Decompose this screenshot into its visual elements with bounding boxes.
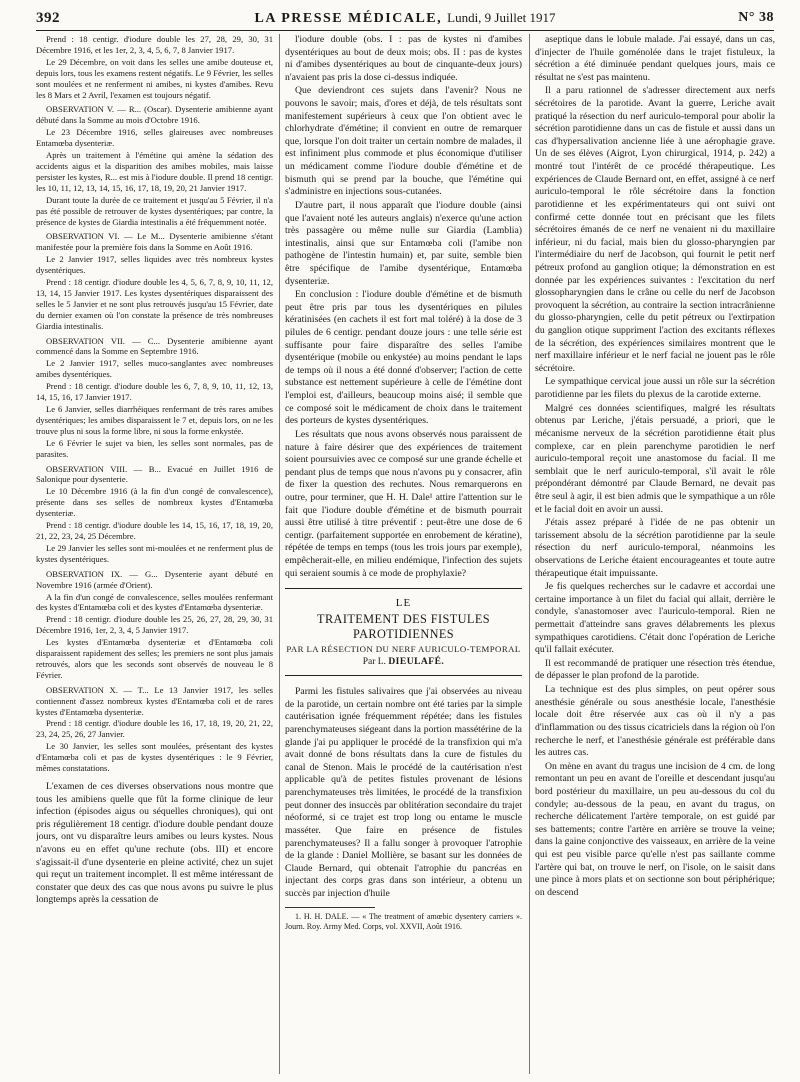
article-title: TRAITEMENT DES FISTULES PAROTIDIENNES xyxy=(317,612,490,642)
article-author xyxy=(285,657,522,667)
observation-heading: OBSERVATION X. — T... Le 13 Janvier 1917, les selles contiennent d'assez nombreux kystes d'Entamœba coli et de rares kystes d'Entamœba dysenteriæ. xyxy=(36,684,273,717)
body-paragraph: Les résultats que nous avons observés nous paraissent de nature à faire désirer que des expériences de traitement soient poursuivies avec ce composé sur une grande échelle et pendant plus de temps que nous n'avons pu y consacrer, afin de fixer la question des rechutes. Nous remarquerons en outre, pour terminer, que H. H. Dale¹ attire l'attention sur le fait que l'iodure double d'émétine et de bismuth pourrait aussi être utilisé à titre préventif : peut-être une dose de 6 centigr. (parfaitement supportée en enrobement de kératine), répétée de temps en temps (tous les trois jours par exemple), empêcherait-elle, en milieu endémique, l'infection des sujets qui seraient soumis à ce mode de prophylaxie? xyxy=(285,428,522,579)
column-rule xyxy=(529,34,530,1074)
observation-paragraph: A la fin d'un congé de convalescence, selles moulées renfermant des kystes d'Entamœba coli et des kystes d'Entamœba dysenteriæ. xyxy=(36,591,273,613)
observation-paragraph: Le 2 Janvier 1917, selles liquides avec très nombreux kystes dysentériques. xyxy=(36,254,273,276)
article-paragraph: Il est recommandé de pratiquer une résection très étendue, de dépasser le plan profond de la parotide. xyxy=(535,657,775,682)
observation-paragraph: Prend : 18 centigr. d'iodure double les 16, 17, 18, 19, 20, 21, 22, 23, 24, 25, 26, 27 Janvier. xyxy=(36,718,273,740)
observation-paragraph: Le 29 Janvier les selles sont mi-moulées et ne renferment plus de kystes dysentériques. xyxy=(36,542,273,564)
observation-heading: OBSERVATION V. — R... (Oscar). Dysenterie amibienne ayant débuté dans la Somme au mois d'Octobre 1916. xyxy=(36,104,273,126)
body-paragraph: Que deviendront ces sujets dans l'avenir? Nous ne pouvons le savoir; mais, d'ores et déjà, de tels résultats sont manifestement supérieurs à ceux que l'on obtient avec le chlorhydrate d'émétine; il convient en outre de remarquer que, lorsque l'on doit traiter un certain nombre de malades, il est infiniment plus commode et plus économique d'utiliser un médicament comme l'iodure double d'émétine et de bismuth qui se prend par la bouche, que l'émétine qui s'administre en injections sous-cutanées. xyxy=(285,85,522,198)
observation-paragraph: Durant toute la durée de ce traitement et jusqu'au 5 Février, il n'a pas été possible de retrouver de kystes dysentériques; par contre, la présence de kystes de Giardia intestinalis a été fréquemment notée. xyxy=(36,194,273,227)
column-rule xyxy=(279,34,280,1074)
body-paragraph: l'iodure double (obs. I : pas de kystes ni d'amibes dysentériques au bout de deux mois; obs. II : pas de kystes ni d'amibes dysentériques au bout de cinquante-deux jours) n'avaient pas pris la dose ci-dessus indiquée. xyxy=(285,34,522,83)
body-paragraph: D'autre part, il nous apparaît que l'iodure double (ainsi que l'avaient noté les auteurs anglais) n'exerce qu'une action très passagère ou même nulle sur Giardia (Lamblia) intestinalis, ainsi que sur Entamœba coli (l'amibe non pathogène de l'intestin humain) et, par suite, semble bien être spécifique de l'amibe dysentérique, Entamœba dysenteriæ. xyxy=(285,199,522,287)
body-paragraph: L'examen de ces diverses observations nous montre que tous les amibiens quelle que fût la forme clinique de leur infection (épisodes aigus ou séquelles chroniques), qui ont pris régulièrement 18 centigr. d'iodure double pendant douze jours, ont vu disparaître leurs amibes ou leurs kystes. Nous n'avons eu en effet qu'une rechute (obs. III) et encore s'agissait-il d'une dysenterie en pleine activité, chez un sujet qui reçut un traitement incomplet. Il est même intéressant de constater que deux des cas que nous avons pu suivre le plus longtemps après la cessation de xyxy=(36,781,273,906)
observation-paragraph: Après un traitement à l'émétine qui amène la sédation des accidents aigus et la disparition des amibes mobiles, mais laisse persister les kystes, R... est mis à l'iodure double. Il prend 18 centigr. les 10, 11, 12, 13, 14, 15, 16, 17, 18, 19, 20, 21 Janvier 1917. xyxy=(36,150,273,193)
article-paragraph: Le sympathique cervical joue aussi un rôle sur la sécrétion parotidienne par les filets du plexus de la carotide externe. xyxy=(535,376,775,401)
column-2 xyxy=(285,34,522,1074)
column-3 xyxy=(535,34,775,1074)
footnote: 1. H. H. DALE. — « The treatment of amœbic dysentery carriers ». Journ. Roy. Army Med. Corps, vol. XXVII, Août 1916. xyxy=(285,911,522,931)
article-kicker: LE xyxy=(395,597,412,610)
conclusion-text xyxy=(285,34,522,580)
page-number: 392 xyxy=(36,10,60,26)
issue-number: N° 38 xyxy=(738,10,774,25)
discussion-text xyxy=(36,781,273,907)
observations-list xyxy=(36,34,273,774)
observation-paragraph: Le 6 Janvier, selles diarrhéiques renfermant de très rares amibes dysentériques; les amibes disparaissent le 7 et, depuis lors, on ne les trouve plus ni sous la forme libre, ni sous la forme enkystée. xyxy=(36,404,273,436)
observation-paragraph: Prend : 18 centigr. d'iodure double les 14, 15, 16, 17, 18, 19, 20, 21, 22, 23, 24, 25 Décembre. xyxy=(36,520,273,541)
column-1 xyxy=(36,34,273,1074)
observation-heading: OBSERVATION IX. — G... Dysenterie ayant débuté en Novembre 1916 (armée d'Orient). xyxy=(36,568,273,590)
article-body-continued xyxy=(535,34,775,899)
footnote-rule xyxy=(285,907,375,908)
observation-paragraph: Le 6 Février le sujet va bien, les selles sont normales, pas de parasites. xyxy=(36,437,273,459)
observation-paragraph: Le 23 Décembre 1916, selles glaireuses avec nombreuses Entamœba dysenteriæ. xyxy=(36,127,273,149)
issue-date: Lundi, 9 Juillet 1917 xyxy=(447,10,556,25)
observation-paragraph: Prend : 18 centigr. d'iodure double les 27, 28, 29, 30, 31 Décembre 1916, et les 1er, 2, 3, 4, 5, 6, 7, 8 Janvier 1917. xyxy=(36,34,273,55)
observation-heading: OBSERVATION VII. — C... Dysenterie amibienne ayant commencé dans la Somme en Septembre 1916. xyxy=(36,335,273,357)
article-heading xyxy=(285,588,522,676)
author-prefix: Par L. xyxy=(362,657,386,668)
observation-paragraph: Les kystes d'Entamœba dysenteriæ et d'Entamœba coli disparaissent rapidement des selles; les premiers ne sont plus jamais retrouvés, alors que les seconds sont observés de nouveau le 8 Février. xyxy=(36,637,273,680)
journal-name: LA PRESSE MÉDICALE, xyxy=(254,11,443,26)
journal-title xyxy=(36,10,774,27)
article-paragraph: Il a paru rationnel de s'adresser directement aux nerfs sécrétoires de la parotide. Avant la guerre, Leriche avait pratiqué la résection du nerf auriculo-temporal pour abolir la sécrétion parotidienne dans un cas de fistule et aussi dans un cas d'hypersalivation ancienne liée à une aérophagie grave. Un de ses élèves (Aigrot, Lyon chirurgical, 1914, p. 242) a montré tout l'intérêt de ce procédé thérapeutique. Les expériences de Claude Bernard ont, en effet, assigné à ce nerf auriculo-temporal le rôle sécrétoire dans la fonction parotidienne et les expérimentateurs qui ont suivi ont confirmé cette donnée tout en précisant que les filets sécrétoires émanés de ce nerf ne venaient ni du maxillaire inférieur, ni du facial, mais bien du glosso-pharyngien par l'intermédiaire du nerf de Jacobson, qui fournit le petit nerf pétreux profond au ganglion otique; la démonstration en est donnée par les expériences suivantes : l'excitation du nerf glossopharyngien dans le crâne ou celle du nerf de Jacobson provoquent la sécrétion, au contraire la section intracrânienne du glosso-pharyngien, celle du petit pétreux ou l'extirpation du ganglion otique suppriment l'action des excitants réflexes de la sécrétion, des expériences similaires montrent que le nerf maxillaire inférieur et le nerf facial ne jouent pas le rôle sécrétoire. xyxy=(535,85,775,374)
article-subtitle: PAR LA RÉSECTION DU NERF AURICULO-TEMPORAL xyxy=(286,644,521,655)
article-paragraph: Malgré ces données scientifiques, malgré les résultats obtenus par Leriche, j'étais persuadé, a priori, que le mécanisme nerveux de la sécrétion parotidienne était plus complexe, car en plein parenchyme parotidien le nerf auriculo-temporal reçoit une anastomose du facial. Il me semblait que le nerf auriculo-temporal, s'il avait le rôle prépondérant démontré par Claude Bernard, ne devait pas être seul à agir, il est bien admis que le sympathique a un rôle et le facial doit en avoir un aussi. xyxy=(535,402,775,515)
article-paragraph: La technique est des plus simples, on peut opérer sous anesthésie générale ou sous anesthésie locale, l'anesthésie locale doit être réservée aux cas où il n'y a pas d'inflammation ou des tissus cicatriciels dans la région où l'on recherche le nerf, et l'anesthésie générale est préférable dans les autres cas. xyxy=(535,684,775,759)
observation-paragraph: Le 10 Décembre 1916 (à la fin d'un congé de convalescence), présente dans ses selles de nombreux kystes d'Entamœba dysenteriæ. xyxy=(36,486,273,519)
article-paragraph: J'étais assez préparé à l'idée de ne pas obtenir un tarissement absolu de la sécrétion parotidienne par la seule résection du nerf auriculo-temporal, néanmoins les observations de Leriche étaient encourageantes et toute autre thérapeutique était impuissante. xyxy=(535,517,775,579)
observation-paragraph: Prend : 18 centigr. d'iodure double les 6, 7, 8, 9, 10, 11, 12, 13, 14, 15, 16, 17 Janvier 1917. xyxy=(36,381,273,403)
observation-paragraph: Le 29 Décembre, on voit dans les selles une amibe douteuse et, depuis lors, tous les examens restent négatifs. Le 9 Février, les selles sont moulées et ne renferment ni amibes, ni kystes d'amibes. Revu les 8 Mars et 2 Avril, l'examen est toujours négatif. xyxy=(36,56,273,100)
article-paragraph: aseptique dans le lobule malade. J'ai essayé, dans un cas, d'injecter de l'huile goménolée dans le trajet fistuleux, la sécrétion a été diminuée pendant quelques jours, mais ce résultat ne s'est pas maintenu. xyxy=(535,34,775,83)
article-body xyxy=(285,686,522,900)
observation-paragraph: Le 30 Janvier, les selles sont moulées, présentant des kystes d'Entamœba coli et pas de kystes dysentériques : le 9 Février, mêmes constatations. xyxy=(36,741,273,774)
observation-heading: OBSERVATION VI. — Le M... Dysenterie amibienne s'étant manifestée pour la première fois dans la Somme en Août 1916. xyxy=(36,231,273,253)
article-paragraph: Parmi les fistules salivaires que j'ai observées au niveau de la parotide, un certain nombre ont été taries par la simple cautérisation ignée fréquemment répétée; dans les fistules parenchymateuses siégeant dans la portion massétérine de la glande j'ai pu appliquer le procédé de la transfixion qui m'a avait donné de bons résultats dans la cure de fistules du canal de Stenon. Mais le procédé de la cautérisation n'est applicable qu'à de petites fistules provenant de lésions parenchymateuses très limitées, le procédé de la transfixion peut donner des insuccès par oblitération secondaire du trajet néoformé, si ce trajet est trop long ou entame le muscle masséter. Que faire en présence de fistules parenchymateuses? Il a fallu songer à provoquer l'atrophie de la glande : Daniel Mollière, se basant sur les données de Claude Bernard, qui obtenait l'atrophie du pancréas en injectant des corps gras dans son intérieur, a obtenu un succès par injection d'huile xyxy=(285,686,522,899)
author-name: DIEULAFÉ. xyxy=(388,657,445,668)
body-paragraph: En conclusion : l'iodure double d'émétine et de bismuth peut être pris par tous les dysentériques en pilules kératinisées (en cachets il est fort mal toléré) à la dose de 3 pilules de 6 centigr. pendant douze jours : une telle série est suffisante pour faire disparaître des selles l'amibe dysentérique (mobile ou enkystée) au moins pendant le laps de temps où il nous a été donné d'observer; l'action de cette substance est nettement supérieure à celle de l'émétine dont l'emploi est, d'ailleurs, beaucoup moins aisé; il semble que ce composé soit le médicament de choix dans le traitement des porteurs de kystes dysentériques. xyxy=(285,289,522,427)
article-paragraph: Je fis quelques recherches sur le cadavre et accordai une certaine importance à un filet du facial qui allait, derrière le condyle, s'anastomoser avec l'auriculo-temporal. Rien ne permettait d'atteindre sans graves délabrements les plexus sympathiques carotidiens. C'était donc l'opération de Leriche qu'il fallait exécuter. xyxy=(535,581,775,656)
observation-paragraph: Prend : 18 centigr. d'iodure double les 4, 5, 6, 7, 8, 9, 10, 11, 12, 13, 14, 15 Janvier 1917. Les kystes dysentériques disparaissent des selles le 5 Janvier et ne sont plus retrouvés jusqu'au 15 Février, date du dernier examen où l'on constate la présence de très nombreuses Giardia intestinalis. xyxy=(36,277,273,331)
article-paragraph: On mène en avant du tragus une incision de 4 cm. de long remontant un peu en avant de l'oreille et descendant jusqu'au bord postérieur du maxillaire, un peu au-dessous du col du condyle; au-dessous de la peau, en avant du tragus, on recherche délicatement l'artère temporale, on est guidé par ses battements; contre l'artère en arrière se trouve la veine; dans la gaine conjonctive des vaisseaux, en arrière de la veine qui est peu visible parce qu'elle n'est pas saillante comme l'artère qui bat, on trouve le nerf, on l'isole, on le saisit dans une pince à mors plats et on sectionne son bout périphérique; on descend xyxy=(535,760,775,898)
running-header xyxy=(36,8,774,31)
observation-heading: OBSERVATION VIII. — B... Evacué en Juillet 1916 de Salonique pour dysenterie. xyxy=(36,463,273,485)
observation-paragraph: Le 2 Janvier 1917, selles muco-sanglantes avec nombreuses amibes dysentériques. xyxy=(36,358,273,380)
observation-paragraph: Prend : 18 centigr. d'iodure double les 25, 26, 27, 28, 29, 30, 31 Décembre 1916, 1er, 2, 3, 4, 5 Janvier 1917. xyxy=(36,614,273,636)
